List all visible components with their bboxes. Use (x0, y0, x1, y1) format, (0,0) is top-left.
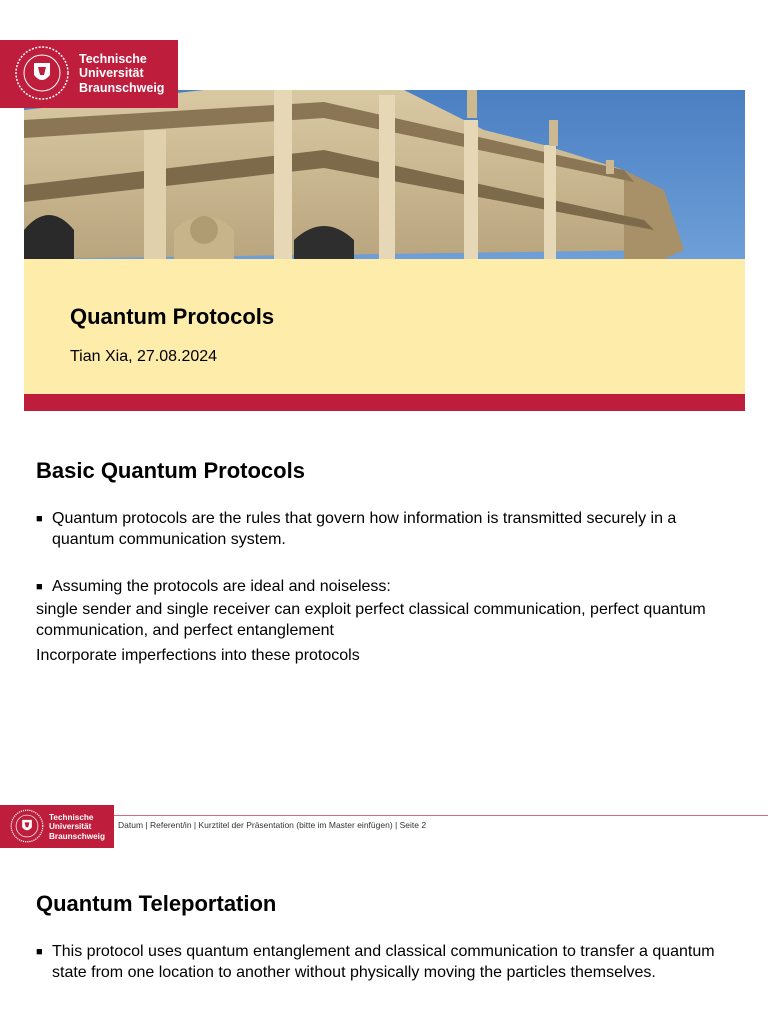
bullet-item: ■ This protocol uses quantum entanglement and classical communication to transfer a quantum state from one location to another without physically moving the particles themselves. (36, 943, 715, 981)
title-red-bar (24, 394, 745, 411)
footer-divider (114, 815, 768, 816)
university-seal-icon (14, 45, 70, 101)
slide-heading-basic-protocols: Basic Quantum Protocols (36, 458, 305, 483)
university-seal-icon (10, 809, 44, 843)
title-band (24, 259, 745, 394)
presentation-title: Quantum Protocols (70, 304, 275, 329)
slide-heading-teleportation: Quantum Teleportation (36, 891, 277, 916)
body-line: Incorporate imperfections into these protocols (36, 647, 360, 664)
university-logo[interactable] (0, 40, 178, 108)
university-name: Technische Universität Braunschweig (79, 52, 165, 95)
bullet-icon: ■ (36, 946, 43, 958)
bullet-icon: ■ (36, 513, 43, 525)
footer-university-logo[interactable] (0, 805, 114, 848)
bullet-icon: ■ (36, 581, 43, 593)
body-line: single sender and single receiver can exploit perfect classical communication, perfect quantum communication, and perfect entanglement (36, 601, 706, 639)
bullet-item: ■ Assuming the protocols are ideal and noiseless: (36, 577, 736, 598)
bullet-item: ■ Quantum protocols are the rules that govern how information is transmitted securely in a quantum communication system. (36, 510, 677, 548)
hero-building-photo (24, 90, 745, 259)
university-name: Technische Universität Braunschweig (49, 813, 105, 841)
footer-text: Datum | Referent/in | Kurztitel der Präsentation (bitte im Master einfügen) | Seite 2 (118, 820, 427, 830)
presentation-subtitle: Tian Xia, 27.08.2024 (70, 348, 218, 365)
